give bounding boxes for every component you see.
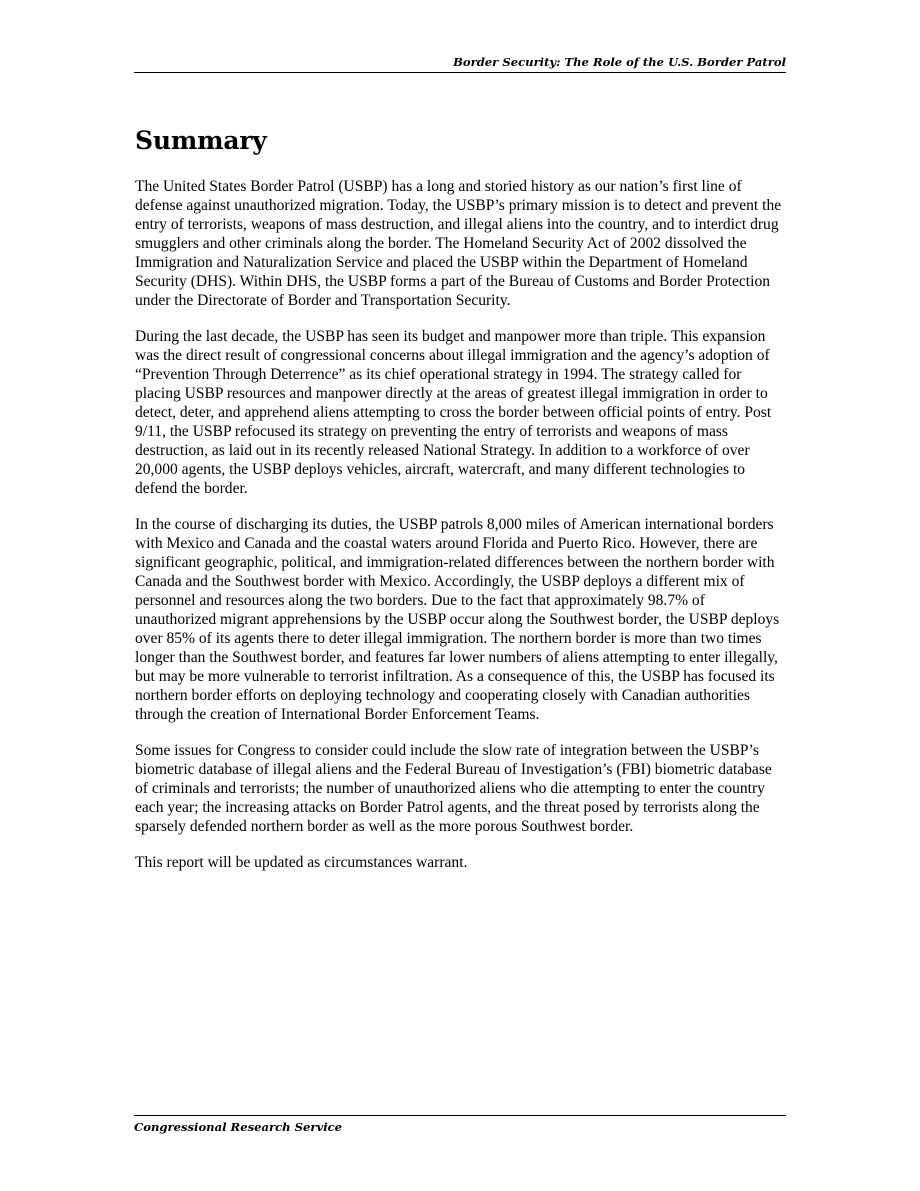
running-header: Border Security: The Role of the U.S. Border Patrol — [134, 56, 786, 73]
summary-paragraph-1: The United States Border Patrol (USBP) has a long and storied history as our nation’s first line of defense against unauthorized migration. Today, the USBP’s primary mission is to detect and prevent the entry of terrorists, weapons of mass destruction, and illegal aliens into the country, and to interdict drug smugglers and other criminals along the border. The Homeland Security Act of 2002 dissolved the Immigration and Naturalization Service and placed the USBP within the Department of Homeland Security (DHS). Within DHS, the USBP forms a part of the Bureau of Customs and Border Protection under the Directorate of Border and Transportation Security. — [135, 178, 782, 309]
running-footer: Congressional Research Service — [134, 1115, 786, 1134]
summary-paragraph-3: In the course of discharging its duties, the USBP patrols 8,000 miles of American international borders with Mexico and Canada and the coastal waters around Florida and Puerto Rico. However, there are significant geographic, political, and immigration-related differences between the northern border with Canada and the Southwest border with Mexico. Accordingly, the USBP deploys a different mix of personnel and resources along the two borders. Due to the fact that approximately 98.7% of unauthorized migrant apprehensions by the USBP occur along the Southwest border, the USBP deploys over 85% of its agents there to deter illegal immigration. The northern border is more than two times longer than the Southwest border, and features far lower numbers of aliens attempting to enter illegally, but may be more vulnerable to terrorist infiltration. As a consequence of this, the USBP has focused its northern border efforts on deploying technology and cooperating closely with Canadian authorities through the creation of International Border Enforcement Teams. — [135, 516, 780, 723]
summary-body — [135, 177, 787, 889]
summary-paragraph-4: Some issues for Congress to consider could include the slow rate of integration between the USBP’s biometric database of illegal aliens and the Federal Bureau of Investigation’s (FBI) biometric database of criminals and terrorists; the number of unauthorized aliens who die attempting to enter the country each year; the increasing attacks on Border Patrol agents, and the threat posed by terrorists along the sparsely defended northern border as well as the more porous Southwest border. — [135, 742, 772, 835]
page-title: Summary — [135, 126, 267, 155]
summary-paragraph-5: This report will be updated as circumstances warrant. — [135, 854, 468, 871]
summary-paragraph-2: During the last decade, the USBP has seen its budget and manpower more than triple. This expansion was the direct result of congressional concerns about illegal immigration and the agency’s adoption of “Prevention Through Deterrence” as its chief operational strategy in 1994. The strategy called for placing USBP resources and manpower directly at the areas of greatest illegal immigration in order to detect, deter, and apprehend aliens attempting to cross the border between official points of entry. Post 9/11, the USBP refocused its strategy on preventing the entry of terrorists and weapons of mass destruction, as laid out in its recently released National Strategy. In addition to a workforce of over 20,000 agents, the USBP deploys vehicles, aircraft, watercraft, and many different technologies to defend the border. — [135, 328, 772, 497]
